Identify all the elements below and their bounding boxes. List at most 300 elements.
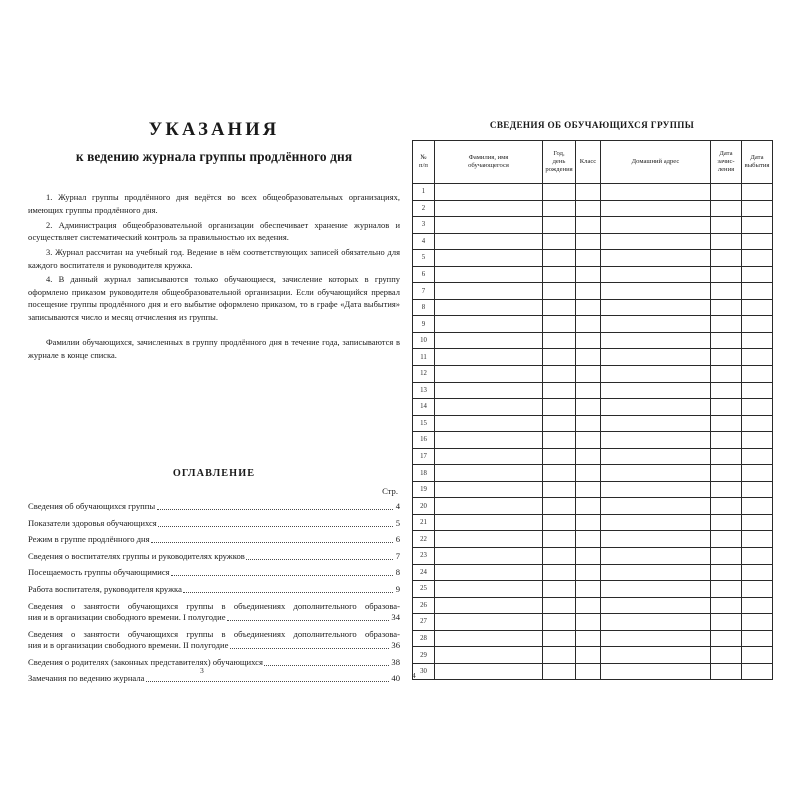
table-row	[413, 614, 773, 631]
register-table-title: СВЕДЕНИЯ ОБ ОБУЧАЮЩИХСЯ ГРУППЫ	[489, 120, 695, 130]
toc-entry[interactable]	[28, 657, 400, 668]
toc-entry-page: 7	[395, 550, 400, 561]
student-name-cell[interactable]	[435, 432, 543, 449]
exit-date-cell[interactable]	[742, 217, 773, 234]
class-cell[interactable]	[576, 332, 601, 349]
enrollment-date-cell[interactable]	[711, 399, 742, 416]
student-name-cell[interactable]	[435, 349, 543, 366]
home-address-cell[interactable]	[601, 647, 711, 664]
birth-date-cell[interactable]	[543, 548, 576, 565]
student-name-cell[interactable]	[435, 597, 543, 614]
student-name-cell[interactable]	[435, 564, 543, 581]
class-cell[interactable]	[576, 316, 601, 333]
toc-leader-dots	[230, 647, 389, 649]
row-number-cell: 3	[413, 217, 435, 234]
student-name-cell[interactable]	[435, 382, 543, 399]
birth-date-cell[interactable]	[543, 366, 576, 383]
exit-date-cell[interactable]	[742, 184, 773, 201]
class-cell[interactable]	[576, 514, 601, 531]
toc-leader-dots	[246, 558, 393, 560]
toc-leader-dots	[157, 508, 394, 510]
birth-date-cell[interactable]	[543, 349, 576, 366]
table-row	[413, 448, 773, 465]
row-number-cell: 18	[413, 465, 435, 482]
class-cell[interactable]	[576, 184, 601, 201]
row-number-cell: 24	[413, 564, 435, 581]
class-cell[interactable]	[576, 465, 601, 482]
class-cell[interactable]	[576, 217, 601, 234]
row-number-cell: 6	[413, 266, 435, 283]
enrollment-date-cell[interactable]	[711, 382, 742, 399]
row-number-cell: 13	[413, 382, 435, 399]
student-name-cell[interactable]	[435, 531, 543, 548]
toc-entry-page: 38	[391, 656, 400, 667]
exit-date-cell[interactable]	[742, 647, 773, 664]
exit-date-cell[interactable]	[742, 299, 773, 316]
column-header-line1: Класс	[579, 157, 597, 165]
class-cell[interactable]	[576, 349, 601, 366]
home-address-cell[interactable]	[601, 299, 711, 316]
table-row	[413, 299, 773, 316]
column-header-line3: рождения	[545, 166, 573, 174]
column-header-line1: №	[420, 153, 427, 161]
instruction-paragraph-3: 3. Журнал рассчитан на учебный год. Ведение в нём соответствующих записей обязательно для каждого воспитателя и руководителя кружка.	[28, 247, 400, 270]
enrollment-date-cell[interactable]	[711, 283, 742, 300]
birth-date-cell[interactable]	[543, 498, 576, 515]
enrollment-date-cell[interactable]	[711, 531, 742, 548]
home-address-cell[interactable]	[601, 217, 711, 234]
toc-entry-page: 34	[391, 612, 400, 623]
home-address-cell[interactable]	[601, 399, 711, 416]
enrollment-date-cell[interactable]	[711, 250, 742, 267]
student-name-cell[interactable]	[435, 614, 543, 631]
home-address-cell[interactable]	[601, 233, 711, 250]
student-name-cell[interactable]	[435, 184, 543, 201]
exit-date-cell[interactable]	[742, 630, 773, 647]
exit-date-cell[interactable]	[742, 432, 773, 449]
class-cell[interactable]	[576, 498, 601, 515]
birth-date-cell[interactable]	[543, 448, 576, 465]
home-address-cell[interactable]	[601, 597, 711, 614]
row-number-cell: 27	[413, 614, 435, 631]
home-address-cell[interactable]	[601, 514, 711, 531]
row-number-cell: 9	[413, 316, 435, 333]
row-number-cell: 8	[413, 299, 435, 316]
instruction-paragraph-4: 4. В данный журнал записываются только обучающиеся, зачисление которых в группу оформлено приказом руководителя общеобразовательной организации. Если обучающийся прервал посещение группы продлённого дня и его выбытие оформлено приказом, то в графе «Дата выбытия» записываются число и месяц отчисления из группы.	[28, 274, 400, 322]
class-cell[interactable]	[576, 399, 601, 416]
toc-leader-dots	[264, 664, 388, 666]
table-row	[413, 200, 773, 217]
table-header-row	[413, 141, 773, 184]
class-cell[interactable]	[576, 663, 601, 680]
birth-date-cell[interactable]	[543, 581, 576, 598]
toc-entry[interactable]	[28, 518, 400, 529]
home-address-cell[interactable]	[601, 663, 711, 680]
birth-date-cell[interactable]	[543, 614, 576, 631]
birth-date-cell[interactable]	[543, 597, 576, 614]
toc-entry-page: 40	[391, 673, 400, 684]
student-name-cell[interactable]	[435, 647, 543, 664]
toc-page-column-header: Стр.	[382, 486, 398, 496]
class-cell[interactable]	[576, 448, 601, 465]
home-address-cell[interactable]	[601, 200, 711, 217]
table-row	[413, 382, 773, 399]
row-number-cell: 23	[413, 548, 435, 565]
exit-date-cell[interactable]	[742, 531, 773, 548]
enrollment-date-cell[interactable]	[711, 498, 742, 515]
row-number-cell: 29	[413, 647, 435, 664]
student-name-cell[interactable]	[435, 200, 543, 217]
enrollment-date-cell[interactable]	[711, 465, 742, 482]
table-row	[413, 432, 773, 449]
birth-date-cell[interactable]	[543, 564, 576, 581]
row-number-cell: 16	[413, 432, 435, 449]
home-address-cell[interactable]	[601, 498, 711, 515]
toc-leader-dots	[171, 574, 393, 576]
table-row	[413, 266, 773, 283]
exit-date-cell[interactable]	[742, 349, 773, 366]
column-header-line2: п/п	[419, 162, 428, 169]
right-page	[412, 120, 772, 690]
exit-date-cell[interactable]	[742, 266, 773, 283]
class-cell[interactable]	[576, 481, 601, 498]
class-cell[interactable]	[576, 548, 601, 565]
column-header-line1: Год,	[553, 149, 565, 157]
exit-date-cell[interactable]	[742, 233, 773, 250]
student-name-cell[interactable]	[435, 581, 543, 598]
student-name-cell[interactable]	[435, 548, 543, 565]
home-address-cell[interactable]	[601, 564, 711, 581]
exit-date-cell[interactable]	[742, 465, 773, 482]
class-cell[interactable]	[576, 233, 601, 250]
table-row	[413, 332, 773, 349]
enrollment-date-cell[interactable]	[711, 630, 742, 647]
exit-date-cell[interactable]	[742, 548, 773, 565]
row-number-cell: 30	[413, 663, 435, 680]
birth-date-cell[interactable]	[543, 432, 576, 449]
row-number-cell: 20	[413, 498, 435, 515]
row-number-cell: 2	[413, 200, 435, 217]
toc-entry[interactable]	[28, 551, 400, 562]
table-row	[413, 531, 773, 548]
enrollment-date-cell[interactable]	[711, 233, 742, 250]
toc-leader-dots	[146, 680, 389, 682]
table-row	[413, 548, 773, 565]
toc-entry-label-line1: Сведения о занятости обучающихся группы в объединениях дополнительного образова-	[28, 628, 400, 639]
column-header-line2: выбытия	[744, 162, 770, 169]
class-cell[interactable]	[576, 299, 601, 316]
table-row	[413, 366, 773, 383]
toc-leader-dots	[151, 541, 393, 543]
class-cell[interactable]	[576, 266, 601, 283]
exit-date-cell[interactable]	[742, 581, 773, 598]
enrollment-date-cell[interactable]	[711, 184, 742, 201]
instruction-paragraph-2: 2. Администрация общеобразовательной организации обеспечивает хранение журналов и осуществляет систематический контроль за правильностью их ведения.	[28, 219, 400, 243]
table-row	[413, 564, 773, 581]
home-address-cell[interactable]	[601, 630, 711, 647]
table-row	[413, 217, 773, 234]
exit-date-cell[interactable]	[742, 415, 773, 432]
birth-date-cell[interactable]	[543, 663, 576, 680]
birth-date-cell[interactable]	[543, 266, 576, 283]
table-row	[413, 399, 773, 416]
table-row	[413, 481, 773, 498]
student-name-cell[interactable]	[435, 250, 543, 267]
student-name-cell[interactable]	[435, 663, 543, 680]
class-cell[interactable]	[576, 614, 601, 631]
exit-date-cell[interactable]	[742, 250, 773, 267]
enrollment-date-cell[interactable]	[711, 663, 742, 680]
home-address-cell[interactable]	[601, 250, 711, 267]
toc-entry-page: 6	[395, 534, 400, 545]
class-cell[interactable]	[576, 283, 601, 300]
enrollment-date-cell[interactable]	[711, 514, 742, 531]
row-number-cell: 5	[413, 250, 435, 267]
row-number-cell: 11	[413, 349, 435, 366]
student-name-cell[interactable]	[435, 233, 543, 250]
exit-date-cell[interactable]	[742, 663, 773, 680]
student-name-cell[interactable]	[435, 366, 543, 383]
exit-date-cell[interactable]	[742, 283, 773, 300]
home-address-cell[interactable]	[601, 481, 711, 498]
exit-date-cell[interactable]	[742, 382, 773, 399]
home-address-cell[interactable]	[601, 581, 711, 598]
exit-date-cell[interactable]	[742, 200, 773, 217]
exit-date-cell[interactable]	[742, 498, 773, 515]
table-row	[413, 597, 773, 614]
birth-date-cell[interactable]	[543, 316, 576, 333]
home-address-cell[interactable]	[601, 283, 711, 300]
enrollment-date-cell[interactable]	[711, 217, 742, 234]
table-body	[413, 184, 773, 680]
home-address-cell[interactable]	[601, 366, 711, 383]
student-name-cell[interactable]	[435, 299, 543, 316]
class-cell[interactable]	[576, 647, 601, 664]
student-name-cell[interactable]	[435, 465, 543, 482]
toc-entry[interactable]	[28, 601, 400, 624]
column-header-line1: Домашний адрес	[631, 157, 680, 165]
enrollment-date-cell[interactable]	[711, 266, 742, 283]
home-address-cell[interactable]	[601, 349, 711, 366]
exit-date-cell[interactable]	[742, 564, 773, 581]
column-header-enrollment-date	[711, 141, 742, 184]
page-number-right: 4	[412, 671, 416, 680]
birth-date-cell[interactable]	[543, 647, 576, 664]
home-address-cell[interactable]	[601, 266, 711, 283]
table-row	[413, 498, 773, 515]
row-number-cell: 1	[413, 184, 435, 201]
class-cell[interactable]	[576, 432, 601, 449]
enrollment-date-cell[interactable]	[711, 564, 742, 581]
birth-date-cell[interactable]	[543, 200, 576, 217]
toc-entry-label: Сведения об обучающихся группы	[28, 501, 156, 511]
student-name-cell[interactable]	[435, 283, 543, 300]
class-cell[interactable]	[576, 415, 601, 432]
birth-date-cell[interactable]	[543, 382, 576, 399]
column-header-birth-date	[543, 141, 576, 184]
exit-date-cell[interactable]	[742, 399, 773, 416]
row-number-cell: 14	[413, 399, 435, 416]
toc-leader-dots	[227, 619, 389, 621]
birth-date-cell[interactable]	[543, 481, 576, 498]
exit-date-cell[interactable]	[742, 332, 773, 349]
student-name-cell[interactable]	[435, 630, 543, 647]
home-address-cell[interactable]	[601, 448, 711, 465]
class-cell[interactable]	[576, 382, 601, 399]
class-cell[interactable]	[576, 581, 601, 598]
birth-date-cell[interactable]	[543, 630, 576, 647]
toc-entry-page: 8	[395, 567, 400, 578]
student-name-cell[interactable]	[435, 266, 543, 283]
toc-entry-label: Режим в группе продлённого дня	[28, 534, 150, 545]
enrollment-date-cell[interactable]	[711, 448, 742, 465]
table-row	[413, 663, 773, 680]
enrollment-date-cell[interactable]	[711, 299, 742, 316]
enrollment-date-cell[interactable]	[711, 481, 742, 498]
class-cell[interactable]	[576, 564, 601, 581]
birth-date-cell[interactable]	[543, 399, 576, 416]
enrollment-date-cell[interactable]	[711, 647, 742, 664]
student-name-cell[interactable]	[435, 217, 543, 234]
toc-entry[interactable]	[28, 534, 400, 545]
birth-date-cell[interactable]	[543, 250, 576, 267]
enrollment-date-cell[interactable]	[711, 200, 742, 217]
row-number-cell: 26	[413, 597, 435, 614]
home-address-cell[interactable]	[601, 465, 711, 482]
class-cell[interactable]	[576, 200, 601, 217]
table-row	[413, 647, 773, 664]
row-number-cell: 17	[413, 448, 435, 465]
exit-date-cell[interactable]	[742, 448, 773, 465]
exit-date-cell[interactable]	[742, 481, 773, 498]
student-name-cell[interactable]	[435, 448, 543, 465]
toc-entry[interactable]	[28, 567, 400, 578]
exit-date-cell[interactable]	[742, 316, 773, 333]
toc-entry-page: 9	[395, 584, 400, 595]
column-header-exit-date	[742, 141, 773, 184]
toc-title: ОГЛАВЛЕНИЕ	[172, 468, 256, 479]
birth-date-cell[interactable]	[543, 332, 576, 349]
instruction-closing-paragraph: Фамилии обучающихся, зачисленных в группу продлённого дня в течение года, записываются в журнале в конце списка.	[28, 337, 400, 360]
birth-date-cell[interactable]	[543, 233, 576, 250]
exit-date-cell[interactable]	[742, 366, 773, 383]
class-cell[interactable]	[576, 630, 601, 647]
class-cell[interactable]	[576, 597, 601, 614]
toc-entry-label: Работа воспитателя, руководителя кружка	[28, 584, 182, 595]
toc-entry-page: 5	[395, 517, 400, 528]
row-number-cell: 19	[413, 481, 435, 498]
column-header-line2: зачис-	[717, 157, 735, 165]
toc-entry-label: Посещаемость группы обучающимися	[28, 567, 170, 578]
exit-date-cell[interactable]	[742, 514, 773, 531]
birth-date-cell[interactable]	[543, 514, 576, 531]
home-address-cell[interactable]	[601, 548, 711, 565]
birth-date-cell[interactable]	[543, 465, 576, 482]
birth-date-cell[interactable]	[543, 531, 576, 548]
toc-entry-label: Показатели здоровья обучающихся	[28, 517, 157, 528]
page-number-left: 3	[200, 666, 204, 675]
home-address-cell[interactable]	[601, 432, 711, 449]
table-row	[413, 415, 773, 432]
student-name-cell[interactable]	[435, 415, 543, 432]
row-number-cell: 15	[413, 415, 435, 432]
birth-date-cell[interactable]	[543, 299, 576, 316]
column-header-line3: ления	[717, 166, 735, 174]
toc-entry-label-line1: Сведения о занятости обучающихся группы в объединениях дополнительного образова-	[28, 600, 400, 611]
column-header-student-name	[435, 141, 543, 184]
left-page	[28, 120, 400, 690]
table-row	[413, 349, 773, 366]
birth-date-cell[interactable]	[543, 217, 576, 234]
row-number-cell: 12	[413, 366, 435, 383]
home-address-cell[interactable]	[601, 614, 711, 631]
toc-entry[interactable]	[28, 584, 400, 595]
table-row	[413, 184, 773, 201]
birth-date-cell[interactable]	[543, 184, 576, 201]
toc-entry-label: Сведения о воспитателях группы и руководителях кружков	[28, 550, 245, 561]
enrollment-date-cell[interactable]	[711, 332, 742, 349]
student-name-cell[interactable]	[435, 332, 543, 349]
enrollment-date-cell[interactable]	[711, 415, 742, 432]
home-address-cell[interactable]	[601, 531, 711, 548]
row-number-cell: 4	[413, 233, 435, 250]
class-cell[interactable]	[576, 366, 601, 383]
enrollment-date-cell[interactable]	[711, 432, 742, 449]
home-address-cell[interactable]	[601, 415, 711, 432]
home-address-cell[interactable]	[601, 184, 711, 201]
column-header-class	[576, 141, 601, 184]
exit-date-cell[interactable]	[742, 597, 773, 614]
column-header-home-address	[601, 141, 711, 184]
home-address-cell[interactable]	[601, 316, 711, 333]
enrollment-date-cell[interactable]	[711, 548, 742, 565]
enrollment-date-cell[interactable]	[711, 316, 742, 333]
class-cell[interactable]	[576, 250, 601, 267]
enrollment-date-cell[interactable]	[711, 349, 742, 366]
column-header-line1: Дата	[719, 149, 733, 157]
student-name-cell[interactable]	[435, 399, 543, 416]
home-address-cell[interactable]	[601, 332, 711, 349]
toc-entry[interactable]	[28, 673, 400, 684]
enrollment-date-cell[interactable]	[711, 597, 742, 614]
student-name-cell[interactable]	[435, 498, 543, 515]
student-name-cell[interactable]	[435, 316, 543, 333]
toc-entry[interactable]	[28, 629, 400, 652]
table-row	[413, 581, 773, 598]
toc-entry-page: 36	[391, 640, 400, 651]
toc-entry-label-line2: ния и в организации свободного времени. II полугодие	[28, 640, 229, 651]
enrollment-date-cell[interactable]	[711, 366, 742, 383]
student-name-cell[interactable]	[435, 481, 543, 498]
student-name-cell[interactable]	[435, 514, 543, 531]
toc-entry-label-line2: ния и в организации свободного времени. I полугодие	[28, 612, 226, 623]
enrollment-date-cell[interactable]	[711, 614, 742, 631]
home-address-cell[interactable]	[601, 382, 711, 399]
table-row	[413, 316, 773, 333]
column-header-number	[413, 141, 435, 184]
row-number-cell: 22	[413, 531, 435, 548]
table-row	[413, 630, 773, 647]
toc-entry[interactable]	[28, 501, 400, 512]
birth-date-cell[interactable]	[543, 415, 576, 432]
birth-date-cell[interactable]	[543, 283, 576, 300]
enrollment-date-cell[interactable]	[711, 581, 742, 598]
exit-date-cell[interactable]	[742, 614, 773, 631]
toc-leader-dots	[158, 525, 393, 527]
table-row	[413, 465, 773, 482]
class-cell[interactable]	[576, 531, 601, 548]
row-number-cell: 28	[413, 630, 435, 647]
